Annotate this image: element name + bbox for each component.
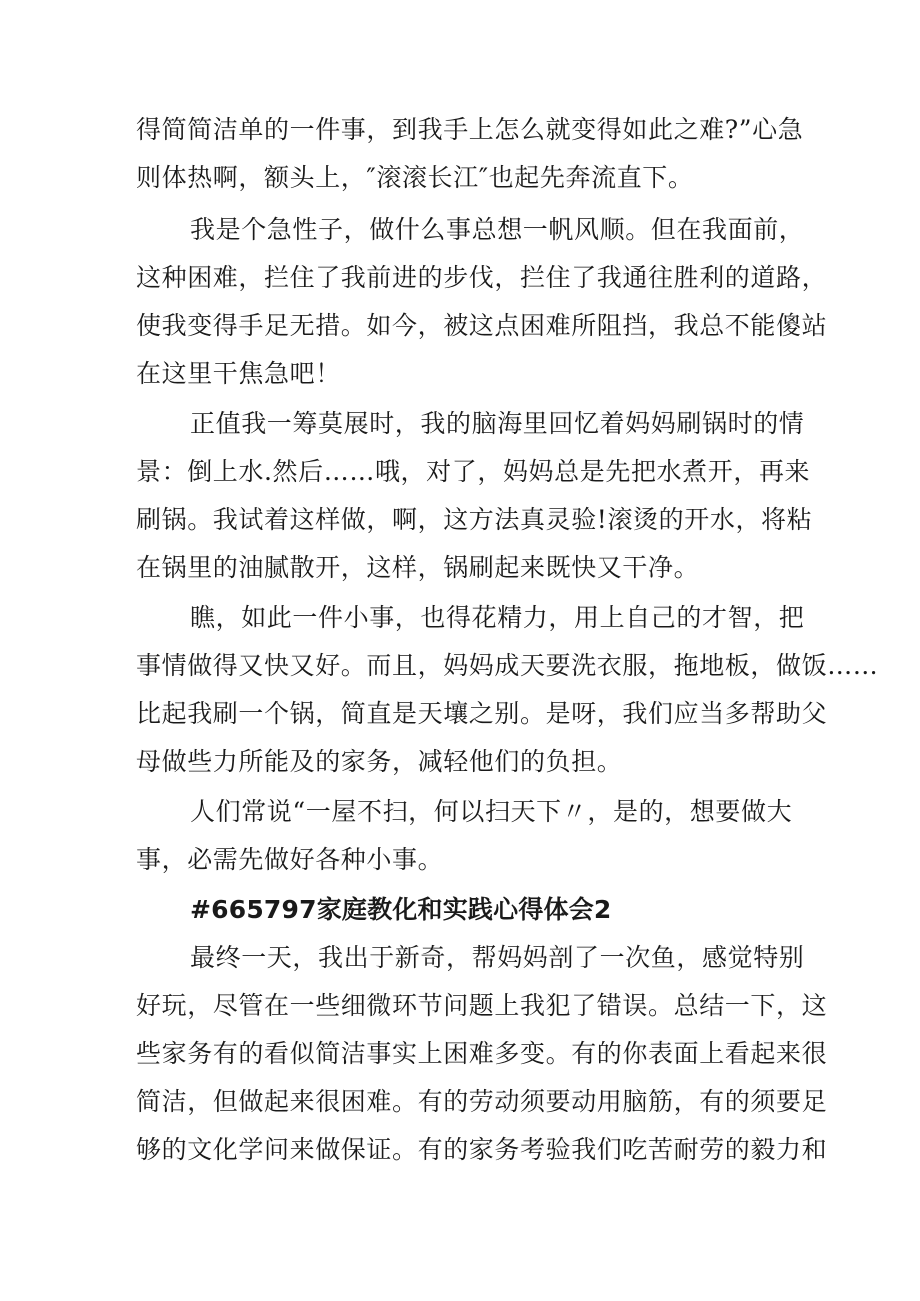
text-line: 比起我刷一个锅，简直是天壤之别。是呀，我们应当多帮助父 (136, 699, 828, 728)
paragraph-first-line: 正值我一筹莫展时，我的脑海里回忆着妈妈刷锅时的情 (190, 409, 805, 438)
paragraph-first-line: 我是个急性子，做什么事总想一帆风顺。但在我面前， (190, 215, 805, 244)
text-line: 简洁，但做起来很困难。有的劳动须要动用脑筋，有的须要足 (136, 1087, 828, 1116)
text-line: 得简简洁单的一件事，到我手上怎么就变得如此之难?”心急 (136, 115, 804, 144)
text-line: 够的文化学问来做保证。有的家务考验我们吃苦耐劳的毅力和 (136, 1135, 828, 1164)
text-line: 事情做得又快又好。而且，妈妈成天要洗衣服，拖地板，做饭…… (136, 651, 879, 680)
paragraph-first-line: 瞧，如此一件小事，也得花精力，用上自己的才智，把 (190, 603, 805, 632)
text-line: 好玩，尽管在一些细微环节问题上我犯了错误。总结一下，这 (136, 991, 828, 1020)
text-line: 景：倒上水.然后……哦，对了，妈妈总是先把水煮开，再来 (136, 457, 811, 486)
text-line: 事，必需先做好各种小事。 (136, 845, 444, 874)
text-line: 母做些力所能及的家务，减轻他们的负担。 (136, 747, 623, 776)
text-line: 使我变得手足无措。如今，被这点困难所阻挡，我总不能傻站 (136, 311, 828, 340)
paragraph-first-line: 最终一天，我出于新奇，帮妈妈剖了一次鱼，感觉特别 (190, 943, 805, 972)
text-line: 这种困难，拦住了我前进的步伐，拦住了我通往胜利的道路， (136, 263, 828, 292)
text-line: 则体热啊，额头上，″滚滚长江″也起先奔流直下。 (136, 163, 694, 192)
text-line: 些家务有的看似简洁事实上困难多变。有的你表面上看起来很 (136, 1039, 828, 1068)
section-heading: #665797家庭教化和实践心得体会2 (190, 895, 612, 924)
text-line: 刷锅。我试着这样做，啊，这方法真灵验!滚烫的开水，将粘 (136, 505, 813, 534)
text-line: 在这里干焦急吧！ (136, 359, 341, 388)
paragraph-first-line: 人们常说“一屋不扫，何以扫天下〃，是的，想要做大 (190, 797, 793, 826)
text-line: 在锅里的油腻散开，这样，锅刷起来既快又干净。 (136, 553, 700, 582)
